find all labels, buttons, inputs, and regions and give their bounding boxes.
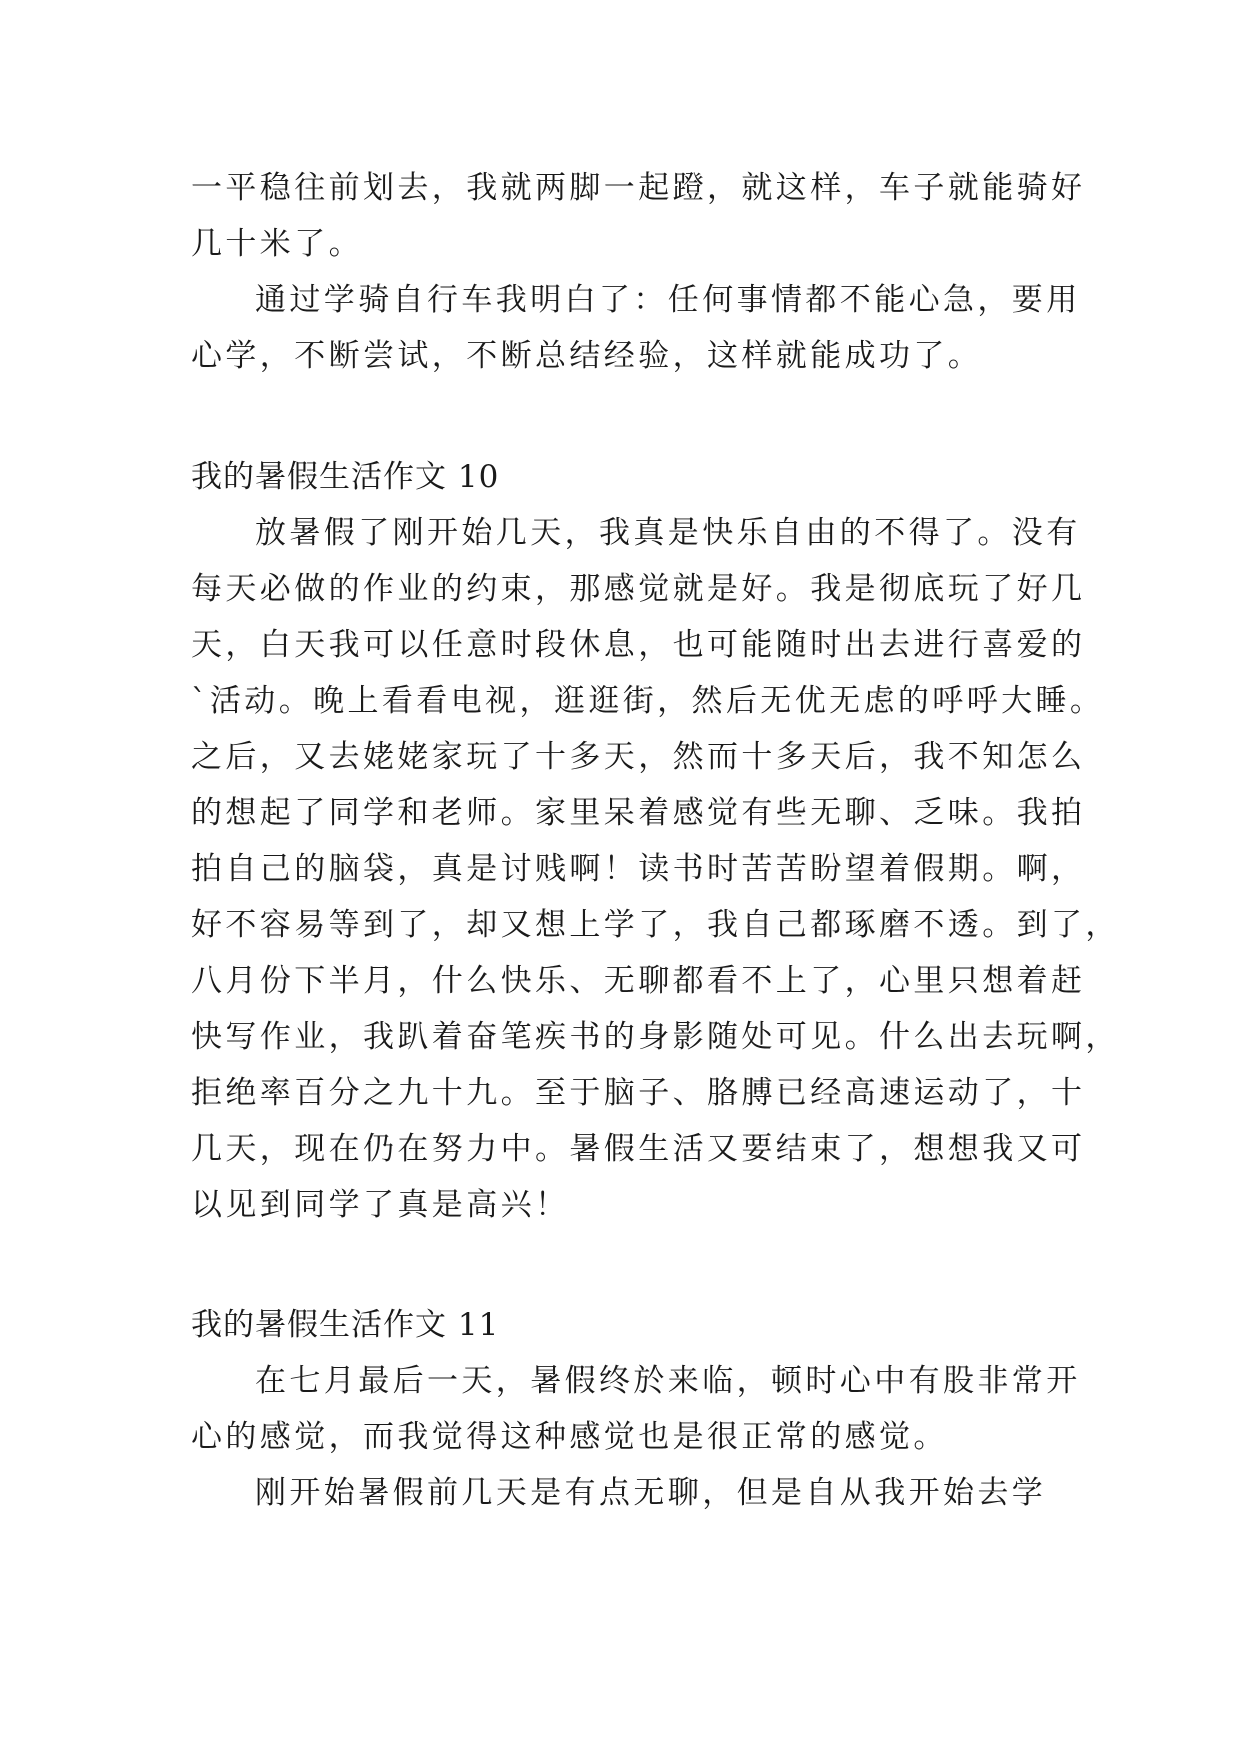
text-line: 拒绝率百分之九十九。至于脑子、胳膊已经高速运动了，十	[191, 1075, 1086, 1111]
text-line: 八月份下半月，什么快乐、无聊都看不上了，心里只想着赶	[191, 963, 1086, 999]
text-line: 心学，不断尝试，不断总结经验，这样就能成功了。	[191, 338, 983, 374]
text-line: 心的感觉，而我觉得这种感觉也是很正常的感觉。	[191, 1419, 948, 1455]
text-line: 一平稳往前划去，我就两脚一起蹬，就这样，车子就能骑好	[191, 170, 1086, 206]
text-line: 天，白天我可以任意时段休息，也可能随时出去进行喜爱的	[191, 627, 1086, 663]
text-line: 以见到同学了真是高兴！	[191, 1187, 570, 1223]
text-line: 几十米了。	[191, 226, 363, 262]
text-line: 几天，现在仍在努力中。暑假生活又要结束了，想想我又可	[191, 1131, 1086, 1167]
text-line: `活动。晚上看看电视，逛逛街，然后无优无虑的呼呼大睡。	[191, 683, 1105, 719]
text-line: 快写作业，我趴着奋笔疾书的身影随处可见。什么出去玩啊，	[191, 1019, 1120, 1055]
section-heading: 我的暑假生活作文 11	[191, 1307, 500, 1343]
text-line: 的想起了同学和老师。家里呆着感觉有些无聊、乏味。我拍	[191, 795, 1086, 831]
paragraph-first-line: 刚开始暑假前几天是有点无聊，但是自从我开始去学	[255, 1475, 1047, 1511]
paragraph-first-line: 通过学骑自行车我明白了：任何事情都不能心急，要用	[255, 282, 1081, 318]
text-line: 之后，又去姥姥家玩了十多天，然而十多天后，我不知怎么	[191, 739, 1086, 775]
paragraph-first-line: 在七月最后一天，暑假终於来临，顿时心中有股非常开	[255, 1363, 1081, 1399]
text-line: 好不容易等到了，却又想上学了，我自己都琢磨不透。到了，	[191, 907, 1120, 943]
text-line: 每天必做的作业的约束，那感觉就是好。我是彻底玩了好几	[191, 571, 1086, 607]
text-line: 拍自己的脑袋，真是讨贱啊！读书时苦苦盼望着假期。啊，	[191, 851, 1086, 887]
paragraph-first-line: 放暑假了刚开始几天，我真是快乐自由的不得了。没有	[255, 515, 1081, 551]
section-heading: 我的暑假生活作文 10	[191, 459, 500, 495]
